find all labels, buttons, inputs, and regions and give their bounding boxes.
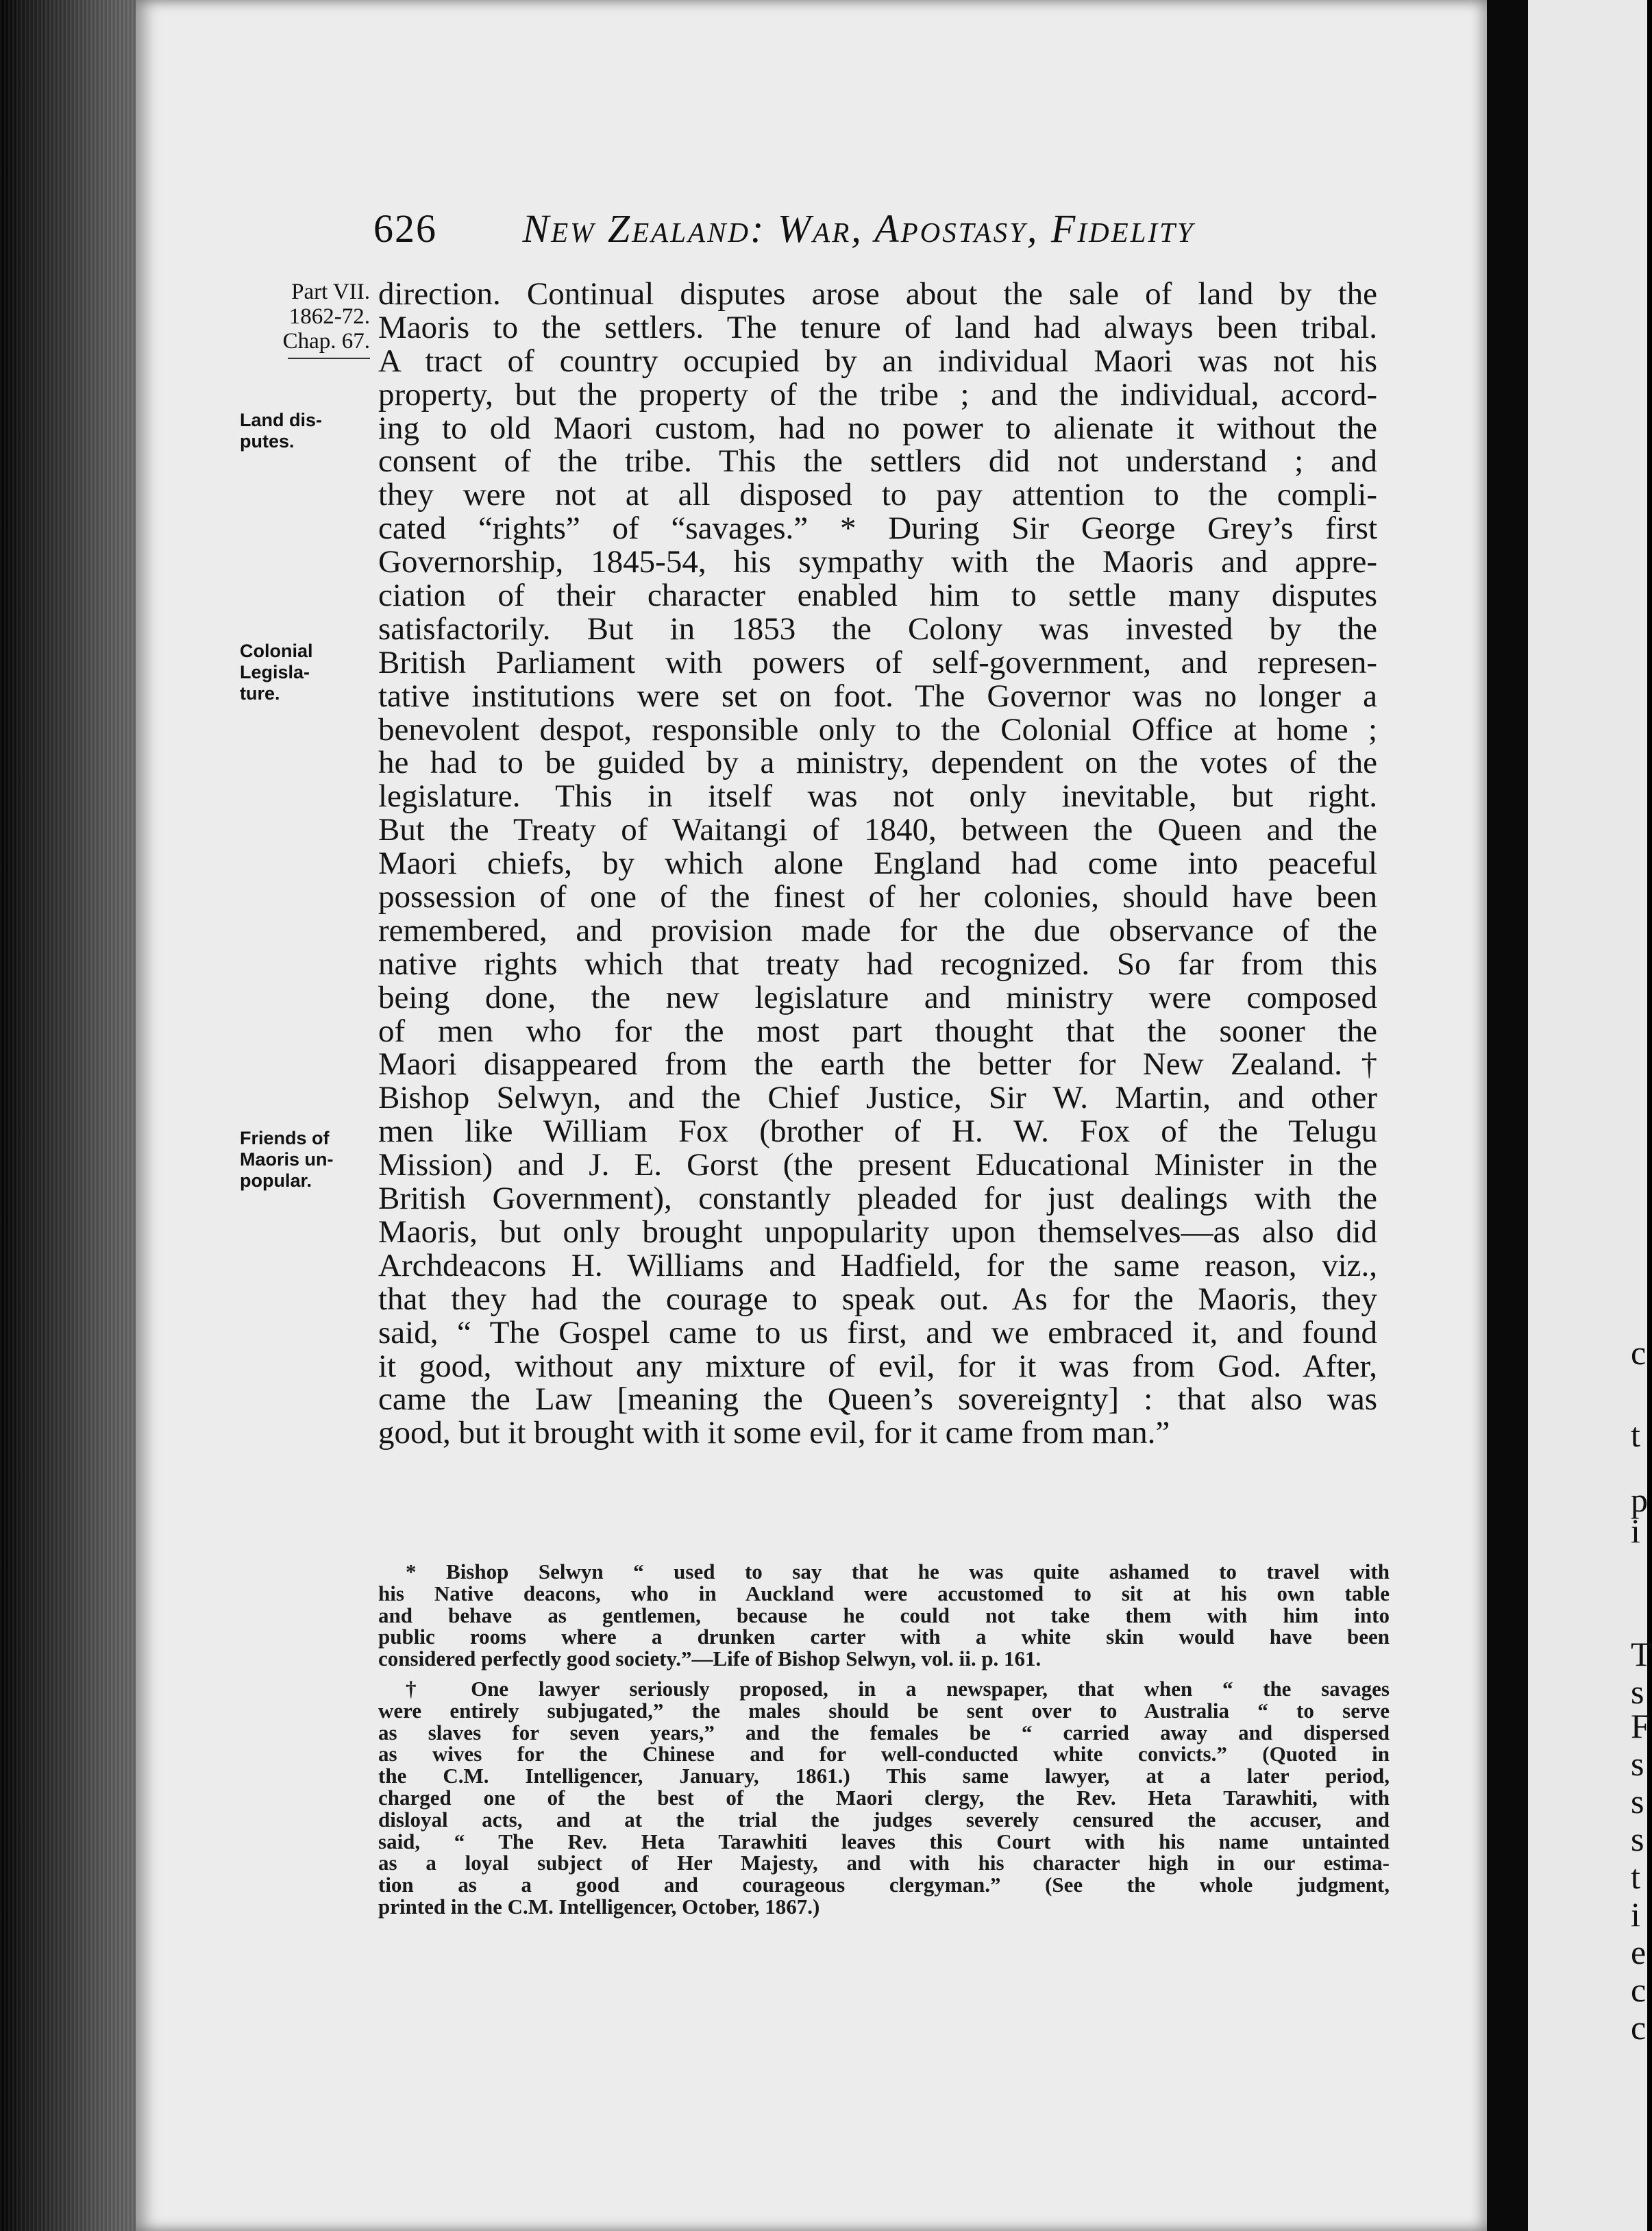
- body-line: Maori disappeared from the earth the better for New Zealand.†: [378, 1046, 1377, 1083]
- body-line: Archdeacons H. Williams and Hadfield, for the same reason, viz.,: [378, 1247, 1377, 1283]
- body-line: benevolent despot, responsible only to the Colonial Office at home ;: [378, 711, 1377, 748]
- body-line: Bishop Selwyn, and the Chief Justice, Sir W. Martin, and other: [378, 1080, 1377, 1116]
- facing-page-edge: [1528, 0, 1652, 2231]
- footnote-line: as a loyal subject of Her Majesty, and with his character high in our estima-: [378, 1851, 1390, 1875]
- chapter-label: Chap. 67.: [282, 329, 370, 354]
- facing-page-fragment: c: [1631, 1333, 1647, 1372]
- footnote-line: considered perfectly good society.”—Life of Bishop Selwyn, vol. ii. p. 161.: [378, 1647, 1041, 1671]
- years-label: 1862-72.: [288, 304, 370, 329]
- sidenote-colonial-legislature: [240, 641, 377, 704]
- body-line: ing to old Maori custom, had no power to alienate it without the: [378, 410, 1377, 446]
- book-spine-edge: [0, 0, 144, 2231]
- body-line: tative institutions were set on foot. The Governor was no longer a: [378, 678, 1377, 714]
- sidenote-line: ture.: [240, 683, 280, 704]
- footnote-line: as wives for the Chinese and for well-conducted white convicts.” (Quoted in: [378, 1742, 1390, 1766]
- facing-page-fragment: s: [1631, 1745, 1644, 1783]
- running-header: [373, 206, 1195, 251]
- facing-page-fragment: s: [1631, 1820, 1644, 1858]
- body-line: A tract of country occupied by an individual Maori was not his: [378, 343, 1377, 379]
- facing-page-fragment: s: [1631, 1673, 1644, 1711]
- body-line: direction. Continual disputes arose about the sale of land by the: [378, 276, 1377, 312]
- footnote-line: * Bishop Selwyn “ used to say that he was quite ashamed to travel with: [406, 1560, 1390, 1583]
- footnote-bishop-selwyn: [378, 1561, 1390, 1670]
- sidenote-line: Friends of: [240, 1128, 330, 1148]
- body-line: consent of the tribe. This the settlers did not understand ; and: [378, 443, 1377, 480]
- footnote-line: public rooms where a drunken carter with a white skin would have been: [378, 1625, 1390, 1649]
- sidenote-line: Land dis-: [240, 410, 322, 430]
- body-line: it good, without any mixture of evil, for it was from God. After,: [378, 1348, 1377, 1384]
- footnote-line: the C.M. Intelligencer, January, 1861.) This same lawyer, at a later period,: [378, 1764, 1390, 1788]
- body-line: came the Law [meaning the Queen’s sovereignty] : that also was: [378, 1381, 1377, 1418]
- facing-page-fragment: T: [1631, 1635, 1652, 1673]
- body-line: possession of one of the finest of her colonies, should have been: [378, 879, 1377, 915]
- sidenote-rule: [288, 358, 370, 359]
- facing-page-fragment: F: [1631, 1707, 1650, 1745]
- body-line: that they had the courage to speak out. As for the Maoris, they: [378, 1281, 1377, 1317]
- sidenote-land-disputes: [240, 410, 377, 452]
- footnote-line: as slaves for seven years,” and the females be “ carried away and dispersed: [378, 1720, 1390, 1745]
- sidenote-line: Maoris un-: [240, 1149, 334, 1170]
- body-line: British Parliament with powers of self-government, and represen-: [378, 644, 1377, 680]
- sidenote-line: popular.: [240, 1170, 312, 1191]
- sidenote-line: Colonial: [240, 641, 313, 661]
- body-line: good, but it brought with it some evil, for it came from man.”: [378, 1415, 1170, 1451]
- body-line: property, but the property of the tribe ; and the individual, accord-: [378, 376, 1377, 412]
- facing-page-fragment: s: [1631, 1782, 1644, 1821]
- facing-page-fragment: c: [1631, 1971, 1647, 2009]
- body-line: he had to be guided by a ministry, dependent on the votes of the: [378, 745, 1377, 781]
- footnote-line: his Native deacons, who in Auckland were accustomed to sit at his own table: [378, 1581, 1390, 1605]
- part-label: Part VII.: [291, 280, 370, 304]
- body-line: men like William Fox (brother of H. W. Fox of the Telugu: [378, 1113, 1377, 1150]
- facing-page-fragment: i: [1631, 1512, 1640, 1550]
- body-line: cated “rights” of “savages.” * During Sir George Grey’s first: [378, 510, 1377, 547]
- body-line: native rights which that treaty had recognized. So far from this: [378, 946, 1377, 982]
- footnote-lawyer: [378, 1678, 1390, 1918]
- footnote-line: were entirely subjugated,” the males should be sent over to Australia “ to serve: [378, 1698, 1390, 1723]
- page-number: 626: [373, 206, 437, 251]
- footnote-line: † One lawyer seriously proposed, in a newspaper, that when “ the savages: [406, 1676, 1390, 1701]
- footnote-line: printed in the C.M. Intelligencer, October, 1867.): [378, 1894, 820, 1919]
- body-line: Governorship, 1845-54, his sympathy with the Maoris and appre-: [378, 544, 1377, 580]
- facing-page-fragment: c: [1631, 2008, 1647, 2047]
- facing-page-fragment: t: [1631, 1858, 1640, 1896]
- running-title: New Zealand: War, Apostasy, Fidelity: [522, 206, 1195, 251]
- sidenote-friends-of-maoris: [240, 1128, 377, 1192]
- body-line: British Government), constantly pleaded for just dealings with the: [378, 1181, 1377, 1217]
- body-line: of men who for the most part thought that the sooner the: [378, 1013, 1377, 1049]
- footnote-line: tion as a good and courageous clergyman.” (See the whole judgment,: [378, 1873, 1390, 1897]
- page-gutter: [1487, 0, 1528, 2231]
- sidenote-line: putes.: [240, 431, 295, 452]
- part-chapter-sidenote: [240, 280, 370, 366]
- facing-page-fragment: i: [1631, 1895, 1640, 1934]
- footnote-line: disloyal acts, and at the trial the judges severely censured the accuser, and: [378, 1807, 1390, 1832]
- body-line: remembered, and provision made for the due observance of the: [378, 912, 1377, 948]
- sidenote-line: Legisla-: [240, 662, 310, 682]
- body-text: [378, 278, 1377, 1450]
- body-line: they were not at all disposed to pay attention to the compli-: [378, 477, 1377, 513]
- body-line: Maoris to the settlers. The tenure of land had always been tribal.: [378, 309, 1377, 345]
- body-line: Maori chiefs, by which alone England had come into peaceful: [378, 846, 1377, 882]
- facing-page-fragment: p: [1631, 1481, 1648, 1519]
- facing-page-fragment: e: [1631, 1933, 1647, 1971]
- body-line: satisfactorily. But in 1853 the Colony was invested by the: [378, 611, 1377, 647]
- body-line: Maoris, but only brought unpopularity upon themselves—as also did: [378, 1213, 1377, 1250]
- body-line: being done, the new legislature and ministry were composed: [378, 979, 1377, 1015]
- facing-page-fragment: t: [1631, 1416, 1640, 1454]
- footnote-line: said, “ The Rev. Heta Tarawhiti leaves this Court with his name untainted: [378, 1829, 1390, 1853]
- footnote-line: charged one of the best of the Maori clergy, the Rev. Heta Tarawhiti, with: [378, 1785, 1390, 1810]
- body-line: legislature. This in itself was not only inevitable, but right.: [378, 778, 1377, 815]
- body-line: ciation of their character enabled him to settle many disputes: [378, 578, 1377, 614]
- body-line: Mission) and J. E. Gorst (the present Educational Minister in the: [378, 1147, 1377, 1183]
- footnotes: [378, 1561, 1390, 1918]
- body-line: But the Treaty of Waitangi of 1840, between the Queen and the: [378, 812, 1377, 848]
- body-line: said, “ The Gospel came to us first, and we embraced it, and found: [378, 1314, 1377, 1351]
- footnote-line: and behave as gentlemen, because he could not take them with him into: [378, 1603, 1390, 1627]
